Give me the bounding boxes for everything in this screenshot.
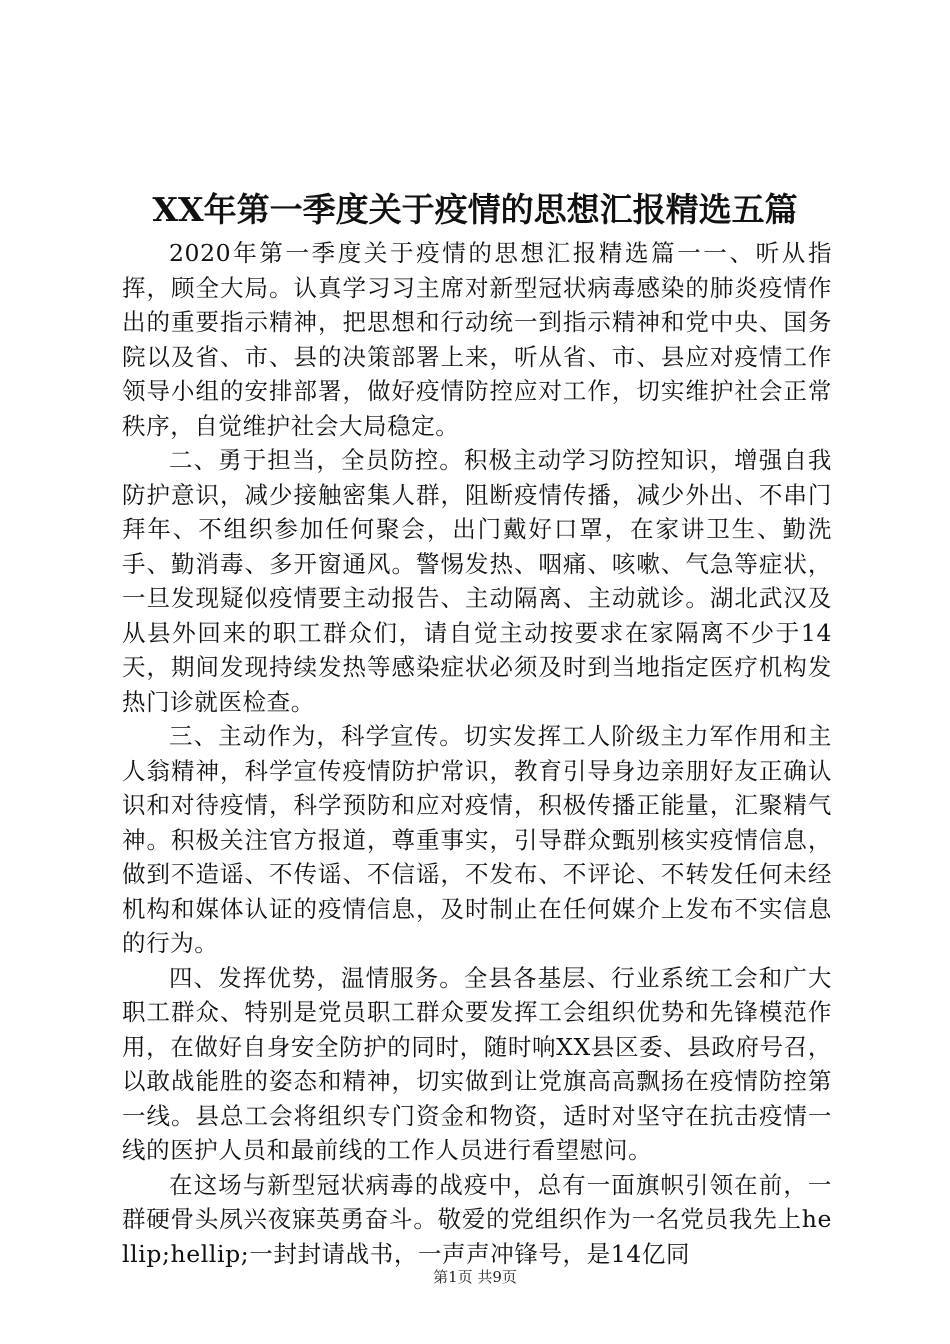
paragraph-2: 二、勇于担当，全员防控。积极主动学习防控知识，增强自我防护意识，减少接触密集人群，阻断疫情传播，减少外出、不串门拜年、不组织参加任何聚会，出门戴好口罩，在家讲卫生、勤洗手、勤消毒、多开窗通风。警惕发热、咽痛、咳嗽、气急等症状，一旦发现疑似疫情要主动报告、主动隔离、主动就诊。湖北武汉及从县外回来的职工群众们，请自觉主动按要求在家隔离不少于14天，期间发现持续发热等感染症状必须及时到当地指定医疗机构发热门诊就医检查。 bbox=[122, 446, 832, 716]
paragraph-1: 2020年第一季度关于疫情的思想汇报精选篇一一、听从指挥，顾全大局。认真学习习主席对新型冠状病毒感染的肺炎疫情作出的重要指示精神，把思想和行动统一到指示精神和党中央、国务院以及省、市、县的决策部署上来，听从省、市、县应对疫情工作领导小组的安排部署，做好疫情防控应对工作，切实维护社会正常秩序，自觉维护社会大局稳定。 bbox=[122, 239, 832, 440]
paragraph-4: 四、发挥优势，温情服务。全县各基层、行业系统工会和广大职工群众、特别是党员职工群众要发挥工会组织优势和先锋模范作用，在做好自身安全防护的同时，随时响XX县区委、县政府号召，以敢战能胜的姿态和精神，切实做到让党旗高高飘扬在疫情防控第一线。县总工会将组织专门资金和物资，适时对坚守在抗击疫情一线的医护人员和最前线的工作人员进行看望慰问。 bbox=[122, 963, 832, 1164]
paragraph-5: 在这场与新型冠状病毒的战疫中，总有一面旗帜引领在前，一群硬骨头夙兴夜寐英勇奋斗。敬爱的党组织作为一名党员我先上hellip;hellip;一封封请战书，一声声冲锋号，是14亿同 bbox=[122, 1170, 832, 1268]
document-title: XX年第一季度关于疫情的思想汇报精选五篇 bbox=[152, 190, 798, 229]
paragraph-3: 三、主动作为，科学宣传。切实发挥工人阶级主力军作用和主人翁精神，科学宣传疫情防护常识，教育引导身边亲朋好友正确认识和对待疫情，科学预防和应对疫情，积极传播正能量，汇聚精气神。积极关注官方报道，尊重事实，引导群众甄别核实疫情信息，做到不造谣、不传谣、不信谣，不发布、不评论、不转发任何未经机构和媒体认证的疫情信息，及时制止在任何媒介上发布不实信息的行为。 bbox=[122, 722, 832, 957]
page-footer: 第1页 共9页 bbox=[433, 1268, 517, 1286]
document-body bbox=[122, 236, 832, 1271]
